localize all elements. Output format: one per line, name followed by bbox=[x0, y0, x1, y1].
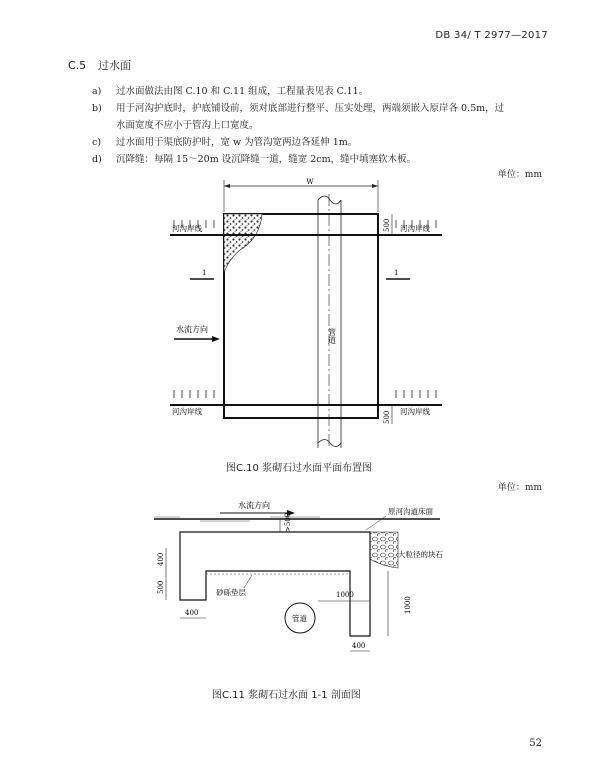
standard-code: DB 34/ T 2977—2017 bbox=[435, 30, 548, 41]
dim-400-bottom-left: 400 bbox=[185, 609, 199, 617]
stone-label: 大粒径的块石 bbox=[398, 550, 443, 559]
plan-view-drawing bbox=[160, 178, 460, 450]
item-text: 过水面用于渠底防护时，宽 w 为管沟宽两边各延伸 1m。 bbox=[116, 137, 358, 148]
section-heading bbox=[68, 57, 131, 73]
section-number: C.5 bbox=[68, 59, 87, 72]
item-text: 过水面做法由图 C.10 和 C.11 组成，工程量表见表 C.11。 bbox=[116, 86, 369, 97]
dim-500-bottom: 500 bbox=[383, 410, 391, 424]
item-label: a) bbox=[92, 86, 102, 97]
section-pipe-label: 管道 bbox=[292, 614, 307, 623]
bank-line-top-right: 河沟岸线 bbox=[400, 224, 430, 233]
pipe-label: 管道 bbox=[327, 328, 337, 344]
item-text: 沉降缝：每隔 15～20m 设沉降缝一道，缝宽 2cm，缝中填塞软木板。 bbox=[116, 154, 417, 165]
dim-1000-horizontal: 1000 bbox=[336, 591, 354, 599]
flow-direction-label: 水流方向 bbox=[176, 325, 208, 334]
item-label: b) bbox=[92, 103, 102, 114]
width-label: W bbox=[306, 178, 314, 186]
item-label: d) bbox=[92, 154, 102, 165]
figure2-caption: 图C.11 浆砌石过水面 1-1 剖面图 bbox=[212, 690, 361, 701]
section-mark-left: 1 bbox=[202, 269, 207, 277]
section-mark-right: 1 bbox=[394, 269, 399, 277]
section-title: 过水面 bbox=[98, 59, 131, 72]
dim-400-left: 400 bbox=[157, 552, 165, 566]
figure2-unit: 单位：mm bbox=[497, 483, 542, 493]
dim-1000-vertical: 1000 bbox=[404, 596, 412, 614]
dim-500-vertical: >500 bbox=[284, 512, 292, 532]
gravel-label: 砂砾垫层 bbox=[216, 588, 246, 597]
figure1-caption: 图C.10 浆砌石过水面平面布置图 bbox=[226, 463, 373, 474]
page-number: 52 bbox=[529, 738, 542, 749]
bank-line-bottom-left: 河沟岸线 bbox=[172, 407, 202, 416]
section-view-drawing bbox=[140, 496, 460, 668]
bank-line-bottom-right: 河沟岸线 bbox=[400, 407, 430, 416]
item-text: 水面宽度不应小于管沟上口宽度。 bbox=[116, 120, 259, 131]
dim-500-left: 500 bbox=[157, 580, 165, 594]
bank-line-top-left: 河沟岸线 bbox=[172, 224, 202, 233]
dim-500-top: 500 bbox=[383, 218, 391, 232]
original-bed-label: 原河沟道床面 bbox=[388, 507, 433, 516]
section-flow-label: 水流方向 bbox=[238, 501, 270, 510]
figure1-unit: 单位：mm bbox=[497, 170, 542, 180]
item-text: 用于河沟护底时，护底铺设前，须对底部进行整平、压实处理，两端须嵌入原岸各 0.5m，过 bbox=[116, 103, 505, 114]
item-label: c) bbox=[92, 137, 102, 148]
dim-400-bottom-right: 400 bbox=[352, 642, 366, 650]
